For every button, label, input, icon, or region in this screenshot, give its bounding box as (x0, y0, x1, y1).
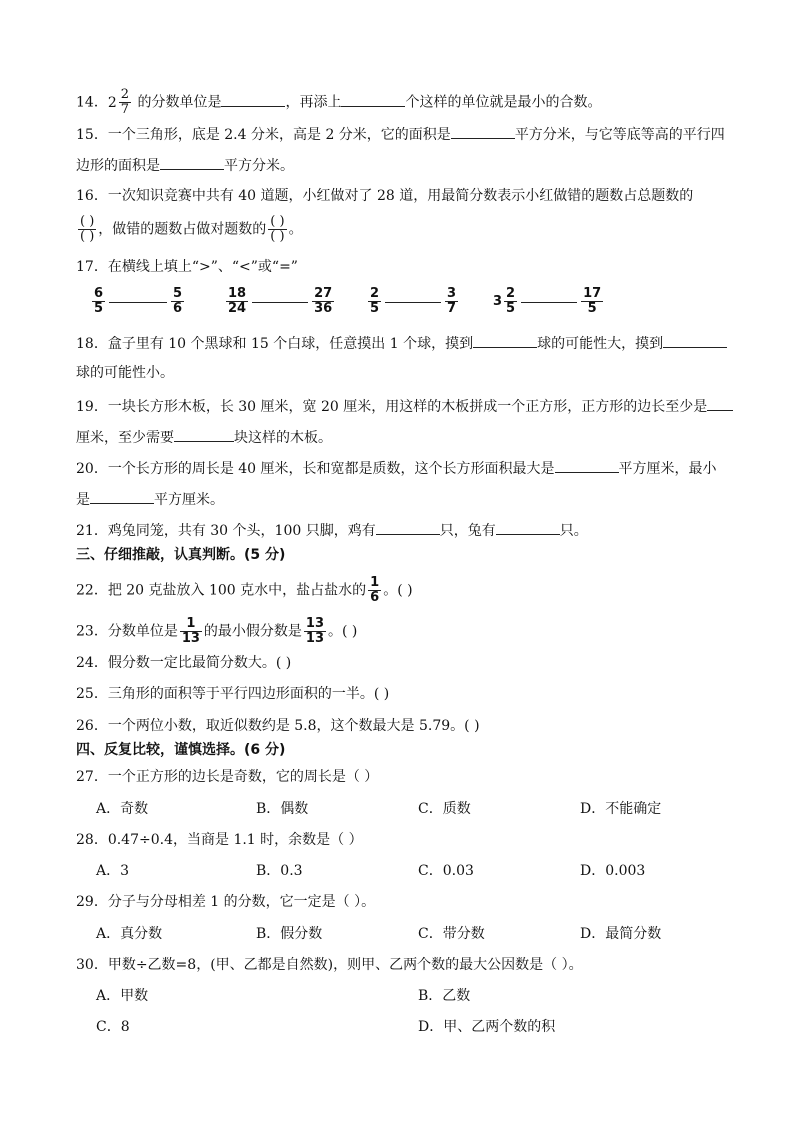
question-number: 22． (76, 582, 108, 599)
option-b[interactable]: B．乙数 (418, 988, 471, 1004)
question-number: 14． (76, 94, 108, 111)
option-b[interactable]: B．假分数 (256, 926, 323, 942)
question-19-cont: 厘米，至少需要 块这样的木板。 (76, 427, 332, 447)
question-18-cont: 球的可能性小。 (76, 365, 174, 381)
question-23: 23．分数单位是 $\frac{1}{13}$ 的最小假分数是 $\frac{13}{13}$ 。( ) (76, 616, 358, 646)
option-c[interactable]: C．0.03 (418, 863, 474, 879)
question-number: 28． (76, 832, 108, 848)
question-number: 30． (76, 957, 108, 973)
question-18: 18．盒子里有 10 个黑球和 15 个白球，任意摸出 1 个球，摸到 球的可能性大，摸到 (76, 333, 727, 353)
question-28: 28．0.47÷0.4，当商是 1.1 时，余数是（ ） (76, 832, 363, 848)
answer-blank[interactable] (663, 333, 727, 348)
question-30: 30．甲数÷乙数=8，(甲、乙都是自然数)，则甲、乙两个数的最大公因数是（ ）。 (76, 957, 583, 973)
compare-blank[interactable] (109, 301, 167, 303)
answer-blank[interactable] (496, 520, 560, 535)
option-d[interactable]: D．不能确定 (580, 801, 662, 817)
answer-fraction-blank[interactable]: ( ) ( ) (80, 214, 95, 244)
question-16-cont: ( ) ( ) ，做错的题数占做对题数的 ( ) ( ) 。 (80, 214, 303, 244)
question-15-cont: 边形的面积是 平方分米。 (76, 155, 294, 175)
compare-pair-3: 2 5 3 7 (370, 286, 457, 316)
compare-pair-1: 6 5 5 6 (94, 286, 183, 316)
answer-blank[interactable] (555, 458, 619, 473)
question-number: 29． (76, 894, 108, 910)
question-15: 15．一个三角形，底是 2.4 分米，高是 2 分米，它的面积是 平方分米，与它等底等高的平行四 (76, 124, 725, 144)
question-20-cont: 是 平方厘米。 (76, 489, 224, 509)
answer-blank[interactable] (160, 155, 224, 170)
option-c[interactable]: C．质数 (418, 801, 471, 817)
compare-pair-4: 3 2 5 17 5 (493, 286, 602, 316)
question-number: 20． (76, 461, 108, 477)
option-b[interactable]: B．偶数 (256, 801, 309, 817)
question-16: 16．一次知识竞赛中共有 40 道题，小红做对了 28 道，用最简分数表示小红做错的题数占总题数的 (76, 188, 694, 204)
option-d[interactable]: D．0.003 (580, 863, 646, 879)
answer-blank[interactable] (221, 92, 285, 107)
compare-blank[interactable] (385, 301, 441, 303)
answer-blank[interactable] (376, 520, 440, 535)
option-c[interactable]: C．8 (96, 1019, 130, 1035)
question-number: 23． (76, 623, 108, 640)
question-14: 14． 2 2 7 的分数单位是 ，再添上 个这样的单位就是最小的合数。 (76, 87, 602, 117)
compare-pair-2: 18 24 27 36 (228, 286, 333, 316)
question-27: 27．一个正方形的边长是奇数，它的周长是（ ） (76, 769, 379, 785)
compare-blank[interactable] (521, 301, 577, 303)
option-d[interactable]: D．最简分数 (580, 926, 662, 942)
question-20: 20．一个长方形的周长是 40 厘米，长和宽都是质数，这个长方形面积最大是 平方厘米，最小 (76, 458, 717, 478)
question-19: 19．一块长方形木板，长 30 厘米，宽 20 厘米，用这样的木板拼成一个正方形，正方形的边长至少是 (76, 396, 733, 416)
question-number: 16． (76, 188, 108, 204)
question-22: 22．把 20 克盐放入 100 克水中，盐占盐水的 $\frac{1}{6}$ 。( ) (76, 575, 413, 605)
question-number: 27． (76, 769, 108, 785)
option-a[interactable]: A．奇数 (96, 801, 149, 817)
option-a[interactable]: A．甲数 (96, 988, 149, 1004)
answer-blank[interactable] (451, 124, 515, 139)
answer-blank[interactable] (473, 333, 537, 348)
option-d[interactable]: D．甲、乙两个数的积 (418, 1019, 556, 1035)
compare-blank[interactable] (252, 301, 308, 303)
question-25: 25．三角形的面积等于平行四边形面积的一半。( ) (76, 686, 390, 702)
question-number: 25． (76, 686, 108, 702)
question-number: 19． (76, 399, 108, 415)
question-number: 21． (76, 523, 108, 539)
question-21: 21．鸡兔同笼，共有 30 个头，100 只脚，鸡有 只，兔有 只。 (76, 520, 588, 540)
question-24: 24．假分数一定比最简分数大。( ) (76, 655, 292, 671)
question-number: 26． (76, 718, 108, 734)
option-b[interactable]: B．0.3 (256, 863, 303, 879)
option-a[interactable]: A．3 (96, 863, 130, 879)
answer-blank[interactable] (707, 396, 733, 411)
question-number: 24． (76, 655, 108, 671)
question-number: 15． (76, 127, 108, 143)
answer-blank[interactable] (90, 489, 154, 504)
question-17: 17．在横线上填上“>”、“<”或“=” (76, 259, 298, 275)
option-c[interactable]: C．带分数 (418, 926, 485, 942)
question-number: 18． (76, 336, 108, 352)
mixed-number: 2 2 7 (107, 87, 130, 117)
answer-blank[interactable] (174, 427, 234, 442)
section-heading-judgment: 三、仔细推敲，认真判断。(5 分) (76, 547, 286, 563)
question-26: 26．一个两位小数，取近似数约是 5.8，这个数最大是 5.79。( ) (76, 718, 480, 734)
answer-fraction-blank[interactable]: ( ) ( ) (270, 214, 285, 244)
answer-blank[interactable] (341, 92, 405, 107)
question-number: 17． (76, 259, 108, 275)
option-a[interactable]: A．真分数 (96, 926, 163, 942)
section-heading-choice: 四、反复比较，谨慎选择。(6 分) (76, 742, 286, 758)
question-29: 29．分子与分母相差 1 的分数，它一定是（ ）。 (76, 894, 376, 910)
